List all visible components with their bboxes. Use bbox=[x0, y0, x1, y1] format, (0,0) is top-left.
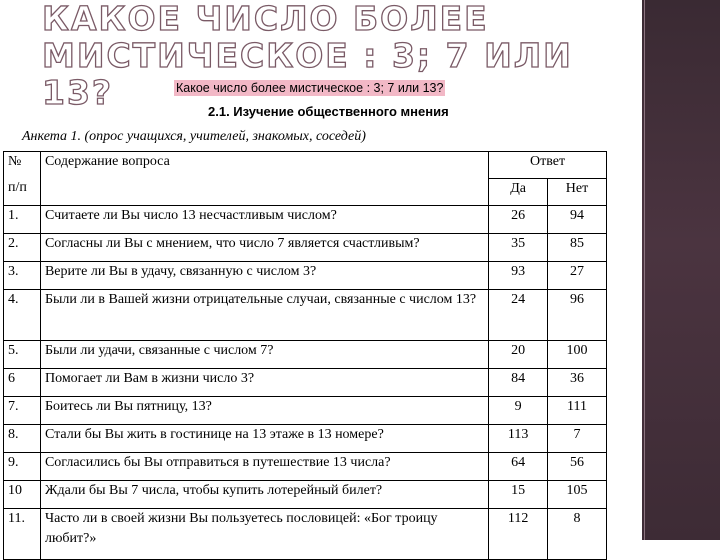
row-number: 1. bbox=[4, 206, 41, 234]
row-no-count: 105 bbox=[548, 481, 607, 509]
row-number: 11. bbox=[4, 509, 41, 560]
row-no-count: 100 bbox=[548, 341, 607, 369]
row-yes-count: 15 bbox=[489, 481, 548, 509]
row-yes-count: 64 bbox=[489, 453, 548, 481]
row-yes-count: 35 bbox=[489, 234, 548, 262]
row-yes-count: 84 bbox=[489, 369, 548, 397]
header-num-sub: п/п bbox=[8, 180, 27, 195]
survey-table bbox=[3, 151, 607, 560]
row-no-count: 111 bbox=[548, 397, 607, 425]
row-question: Боитесь ли Вы пятницу, 13? bbox=[40, 397, 488, 425]
header-answer: Ответ bbox=[489, 152, 607, 179]
row-question: Согласились бы Вы отправиться в путешествие 13 числа? bbox=[40, 453, 488, 481]
row-yes-count: 24 bbox=[489, 290, 548, 341]
table-row bbox=[4, 290, 607, 341]
row-no-count: 36 bbox=[548, 369, 607, 397]
document-heading: Какое число более мистическое : 3; 7 или 13? bbox=[176, 81, 444, 95]
header-num-cell bbox=[4, 152, 41, 206]
document-subheading: 2.1. Изучение общественного мнения bbox=[208, 104, 449, 119]
row-yes-count: 9 bbox=[489, 397, 548, 425]
row-question: Верите ли Вы в удачу, связанную с числом 3? bbox=[40, 262, 488, 290]
row-question: Стали бы Вы жить в гостинице на 13 этаже в 13 номере? bbox=[40, 425, 488, 453]
header-no: Нет bbox=[548, 179, 607, 206]
row-question: Помогает ли Вам в жизни число 3? bbox=[40, 369, 488, 397]
table-row bbox=[4, 397, 607, 425]
decorative-side-bar bbox=[642, 0, 720, 540]
row-no-count: 94 bbox=[548, 206, 607, 234]
table-row bbox=[4, 453, 607, 481]
slide-title: КАКОЕ ЧИСЛО БОЛЕЕ МИСТИЧЕСКОЕ : 3; 7 ИЛИ 13? bbox=[42, 0, 573, 112]
table-row bbox=[4, 425, 607, 453]
row-yes-count: 113 bbox=[489, 425, 548, 453]
row-yes-count: 112 bbox=[489, 509, 548, 560]
table-row bbox=[4, 341, 607, 369]
header-question: Содержание вопроса bbox=[40, 152, 488, 206]
row-number: 5. bbox=[4, 341, 41, 369]
row-number: 10 bbox=[4, 481, 41, 509]
table-row bbox=[4, 369, 607, 397]
row-no-count: 27 bbox=[548, 262, 607, 290]
table-row bbox=[4, 509, 607, 560]
row-number: 2. bbox=[4, 234, 41, 262]
table-row bbox=[4, 234, 607, 262]
row-number: 6 bbox=[4, 369, 41, 397]
table-row bbox=[4, 206, 607, 234]
survey-caption: Анкета 1. (опрос учащихся, учителей, знакомых, соседей) bbox=[22, 129, 366, 144]
row-number: 4. bbox=[4, 290, 41, 341]
row-question: Ждали бы Вы 7 числа, чтобы купить лотерейный билет? bbox=[40, 481, 488, 509]
row-yes-count: 20 bbox=[489, 341, 548, 369]
row-question: Часто ли в своей жизни Вы пользуетесь пословицей: «Бог троицу любит?» bbox=[40, 509, 488, 560]
row-no-count: 85 bbox=[548, 234, 607, 262]
row-question: Считаете ли Вы число 13 несчастливым числом? bbox=[40, 206, 488, 234]
document-scan bbox=[0, 80, 615, 546]
row-number: 8. bbox=[4, 425, 41, 453]
side-bar-line bbox=[644, 0, 645, 540]
row-no-count: 7 bbox=[548, 425, 607, 453]
table-header-row bbox=[4, 152, 607, 179]
row-no-count: 96 bbox=[548, 290, 607, 341]
header-yes: Да bbox=[489, 179, 548, 206]
row-yes-count: 93 bbox=[489, 262, 548, 290]
row-no-count: 8 bbox=[548, 509, 607, 560]
row-number: 7. bbox=[4, 397, 41, 425]
row-number: 3. bbox=[4, 262, 41, 290]
table-row bbox=[4, 262, 607, 290]
row-question: Согласны ли Вы с мнением, что число 7 является счастливым? bbox=[40, 234, 488, 262]
row-no-count: 56 bbox=[548, 453, 607, 481]
row-question: Были ли удачи, связанные с числом 7? bbox=[40, 341, 488, 369]
header-num: № bbox=[8, 154, 22, 169]
row-question: Были ли в Вашей жизни отрицательные случаи, связанные с числом 13? bbox=[40, 290, 488, 341]
row-yes-count: 26 bbox=[489, 206, 548, 234]
row-number: 9. bbox=[4, 453, 41, 481]
table-row bbox=[4, 481, 607, 509]
